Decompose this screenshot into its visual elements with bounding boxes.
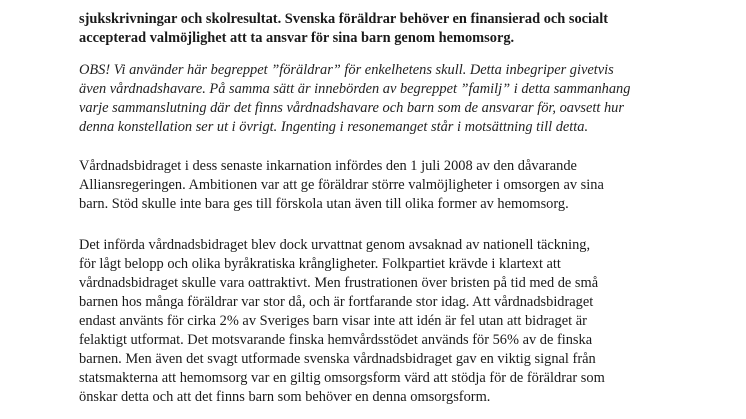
body-line: vårdnadsbidraget skulle vara oattraktivt. Men frustrationen över bristen på tid med de små: [79, 275, 599, 291]
body-line: felaktigt utformat. Det motsvarande finska hemvårdsstödet används för 56% av de finska: [79, 332, 593, 348]
note-line: även vårdnadshavare. På samma sätt är innebörden av begreppet ”familj” i detta sammanhang: [79, 81, 631, 97]
body-paragraph-1: [79, 157, 719, 214]
note-line: OBS! Vi använder här begreppet ”föräldrar” för enkelhetens skull. Detta inbegriper givetvis: [79, 62, 614, 78]
body-line: Vårdnadsbidraget i dess senaste inkarnation infördes den 1 juli 2008 av den dåvarande: [79, 158, 577, 174]
intro-paragraph: [79, 0, 719, 48]
intro-line: accepterad valmöjlighet att ta ansvar för sina barn genom hemomsorg.: [79, 30, 515, 46]
body-line: statsmakterna att hemomsorg var en giltig omsorgsform värd att stödja för de föräldrar som: [79, 370, 605, 386]
body-line: barnen. Men även det svagt utformade svenska vårdnadsbidraget gav en viktig signal från: [79, 351, 596, 367]
body-line: Alliansregeringen. Ambitionen var att ge föräldrar större valmöjligheter i omsorgen av sina: [79, 177, 604, 193]
body-line: Det införda vårdnadsbidraget blev dock urvattnat genom avsaknad av nationell täckning,: [79, 237, 591, 253]
body-line: för lågt belopp och olika byråkratiska krångligheter. Folkpartiet krävde i klartext att: [79, 256, 561, 272]
body-line: barnen hos många föräldrar var stor då, och är fortfarande stor idag. Att vårdnadsbidraget: [79, 294, 594, 310]
body-line: önskar detta och att det finns barn som behöver en denna omsorgsform.: [79, 389, 491, 405]
body-line: endast använts för cirka 2% av Sveriges barn visar inte att idén är fel utan att bidraget är: [79, 313, 587, 329]
note-paragraph: [79, 61, 719, 137]
note-line: varje sammanslutning där det finns vårdnadshavare och barn som de ansvarar för, oavsett hur: [79, 100, 624, 116]
note-line: denna konstellation ser ut i övrigt. Ingenting i resonemanget står i motsättning till detta.: [79, 119, 589, 135]
body-line: barn. Stöd skulle inte bara ges till förskola utan även till olika former av hemomsorg.: [79, 196, 569, 212]
intro-line: sjukskrivningar och skolresultat. Svenska föräldrar behöver en finansierad och socialt: [79, 11, 609, 27]
body-paragraph-2: [79, 236, 719, 407]
